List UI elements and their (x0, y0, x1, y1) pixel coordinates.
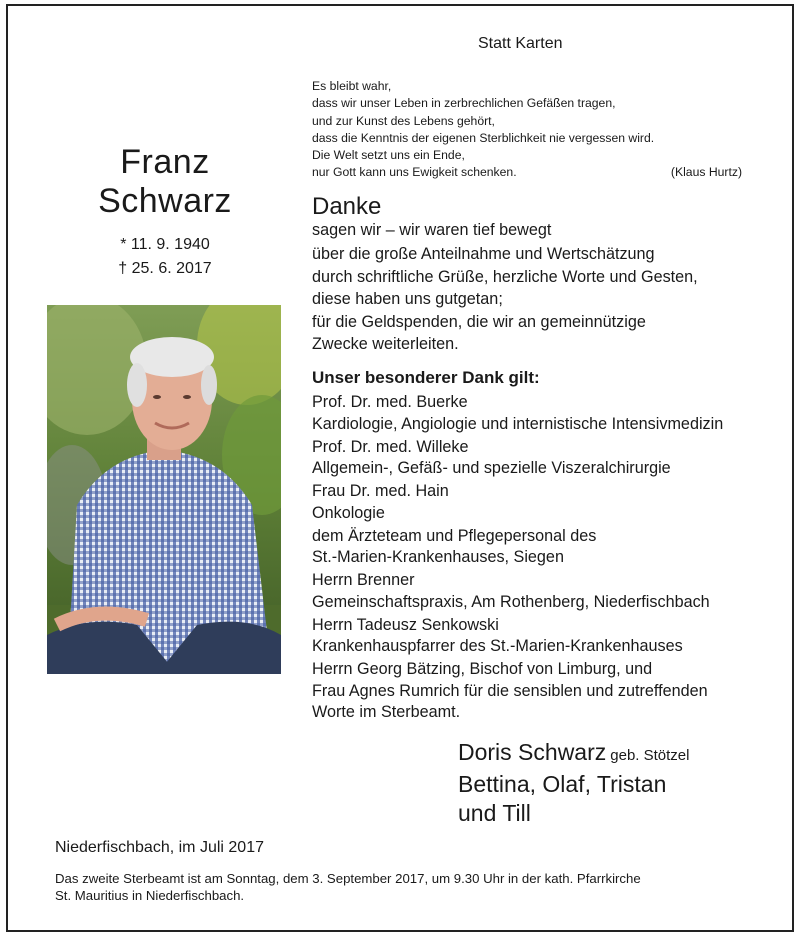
special-line: Prof. Dr. med. Willeke (312, 437, 469, 456)
special-line: Kardiologie, Angiologie und internistische Intensivmedizin (312, 414, 724, 433)
special-entry (312, 570, 782, 613)
special-entry (312, 437, 782, 480)
portrait-photo (47, 305, 281, 674)
special-line: Herrn Tadeusz Senkowski (312, 615, 499, 634)
poem-last-line: nur Gott kann uns Ewigkeit schenken. (312, 165, 517, 180)
special-line: Prof. Dr. med. Buerke (312, 393, 468, 411)
note-line: St. Mauritius in Niederfischbach. (55, 888, 245, 903)
family-names: und Till (458, 800, 531, 826)
thanks-line: durch schriftliche Grüße, herzliche Worte und Gesten, (312, 268, 698, 286)
last-name: Schwarz (98, 182, 232, 220)
poem-line: Es bleibt wahr, (312, 79, 392, 93)
special-entry (312, 615, 782, 658)
place-date: Niederfischbach, im Juli 2017 (55, 839, 264, 856)
special-line: Onkologie (312, 503, 385, 522)
family-name-main: Doris Schwarz (458, 739, 607, 765)
special-line: Gemeinschaftspraxis, Am Rothenberg, Niederfischbach (312, 592, 710, 611)
special-line: St.-Marien-Krankenhauses, Siegen (312, 548, 564, 566)
thanks-line: für die Geldspenden, die wir an gemeinnützige (312, 313, 646, 331)
first-name: Franz (120, 143, 210, 181)
life-dates (60, 233, 270, 281)
poem-line: und zur Kunst des Lebens gehört, (312, 113, 495, 128)
statt-karten-heading: Statt Karten (478, 35, 563, 52)
special-entry (312, 526, 782, 569)
poem-line: dass wir unser Leben in zerbrechlichen Gefäßen tragen, (312, 96, 616, 111)
special-line: Frau Agnes Rumrich für die sensiblen und zutreffenden (312, 681, 708, 700)
special-line: dem Ärzteteam und Pflegepersonal des (312, 526, 597, 545)
poem-author: (Klaus Hurtz) (670, 165, 742, 180)
special-thanks-title: Unser besonderer Dank gilt: (312, 368, 540, 387)
poem-line: dass die Kenntnis der eigenen Sterblichkeit nie vergessen wird. (312, 130, 655, 145)
special-line: Herrn Georg Bätzing, Bischof von Limburg, und (312, 660, 653, 678)
birth-date: * 11. 9. 1940 (120, 236, 210, 253)
special-entry (312, 481, 782, 524)
thanks-line: über die große Anteilnahme und Wertschätzung (312, 244, 655, 263)
thanks-line: sagen wir – wir waren tief bewegt (312, 221, 552, 239)
family-birth-name: geb. Stötzel (610, 747, 690, 764)
poem-line: Die Welt setzt uns ein Ende, (312, 148, 465, 163)
death-date: † 25. 6. 2017 (118, 260, 212, 277)
danke-title: Danke (312, 193, 382, 220)
note-line: Das zweite Sterbeamt ist am Sonntag, dem 3. September 2017, um 9.30 Uhr in der kath. Pfarrkirche (55, 871, 641, 886)
thanks-line: Zwecke weiterleiten. (312, 334, 459, 353)
special-line: Herrn Brenner (312, 571, 415, 589)
thanks-text (312, 220, 782, 357)
poem (312, 78, 742, 182)
special-line: Allgemein-, Gefäß- und spezielle Viszeralchirurgie (312, 459, 671, 477)
deceased-name (60, 143, 270, 221)
thanks-line: diese haben uns gutgetan; (312, 289, 503, 308)
mass-note (55, 870, 775, 904)
special-thanks-list (312, 392, 782, 725)
special-entry (312, 659, 782, 724)
special-entry (312, 392, 782, 435)
family-names: Bettina, Olaf, Tristan (458, 771, 667, 797)
special-line: Krankenhauspfarrer des St.-Marien-Krankenhauses (312, 637, 683, 655)
special-line: Worte im Sterbeamt. (312, 703, 461, 721)
special-line: Frau Dr. med. Hain (312, 482, 449, 500)
family-signature (458, 738, 689, 828)
